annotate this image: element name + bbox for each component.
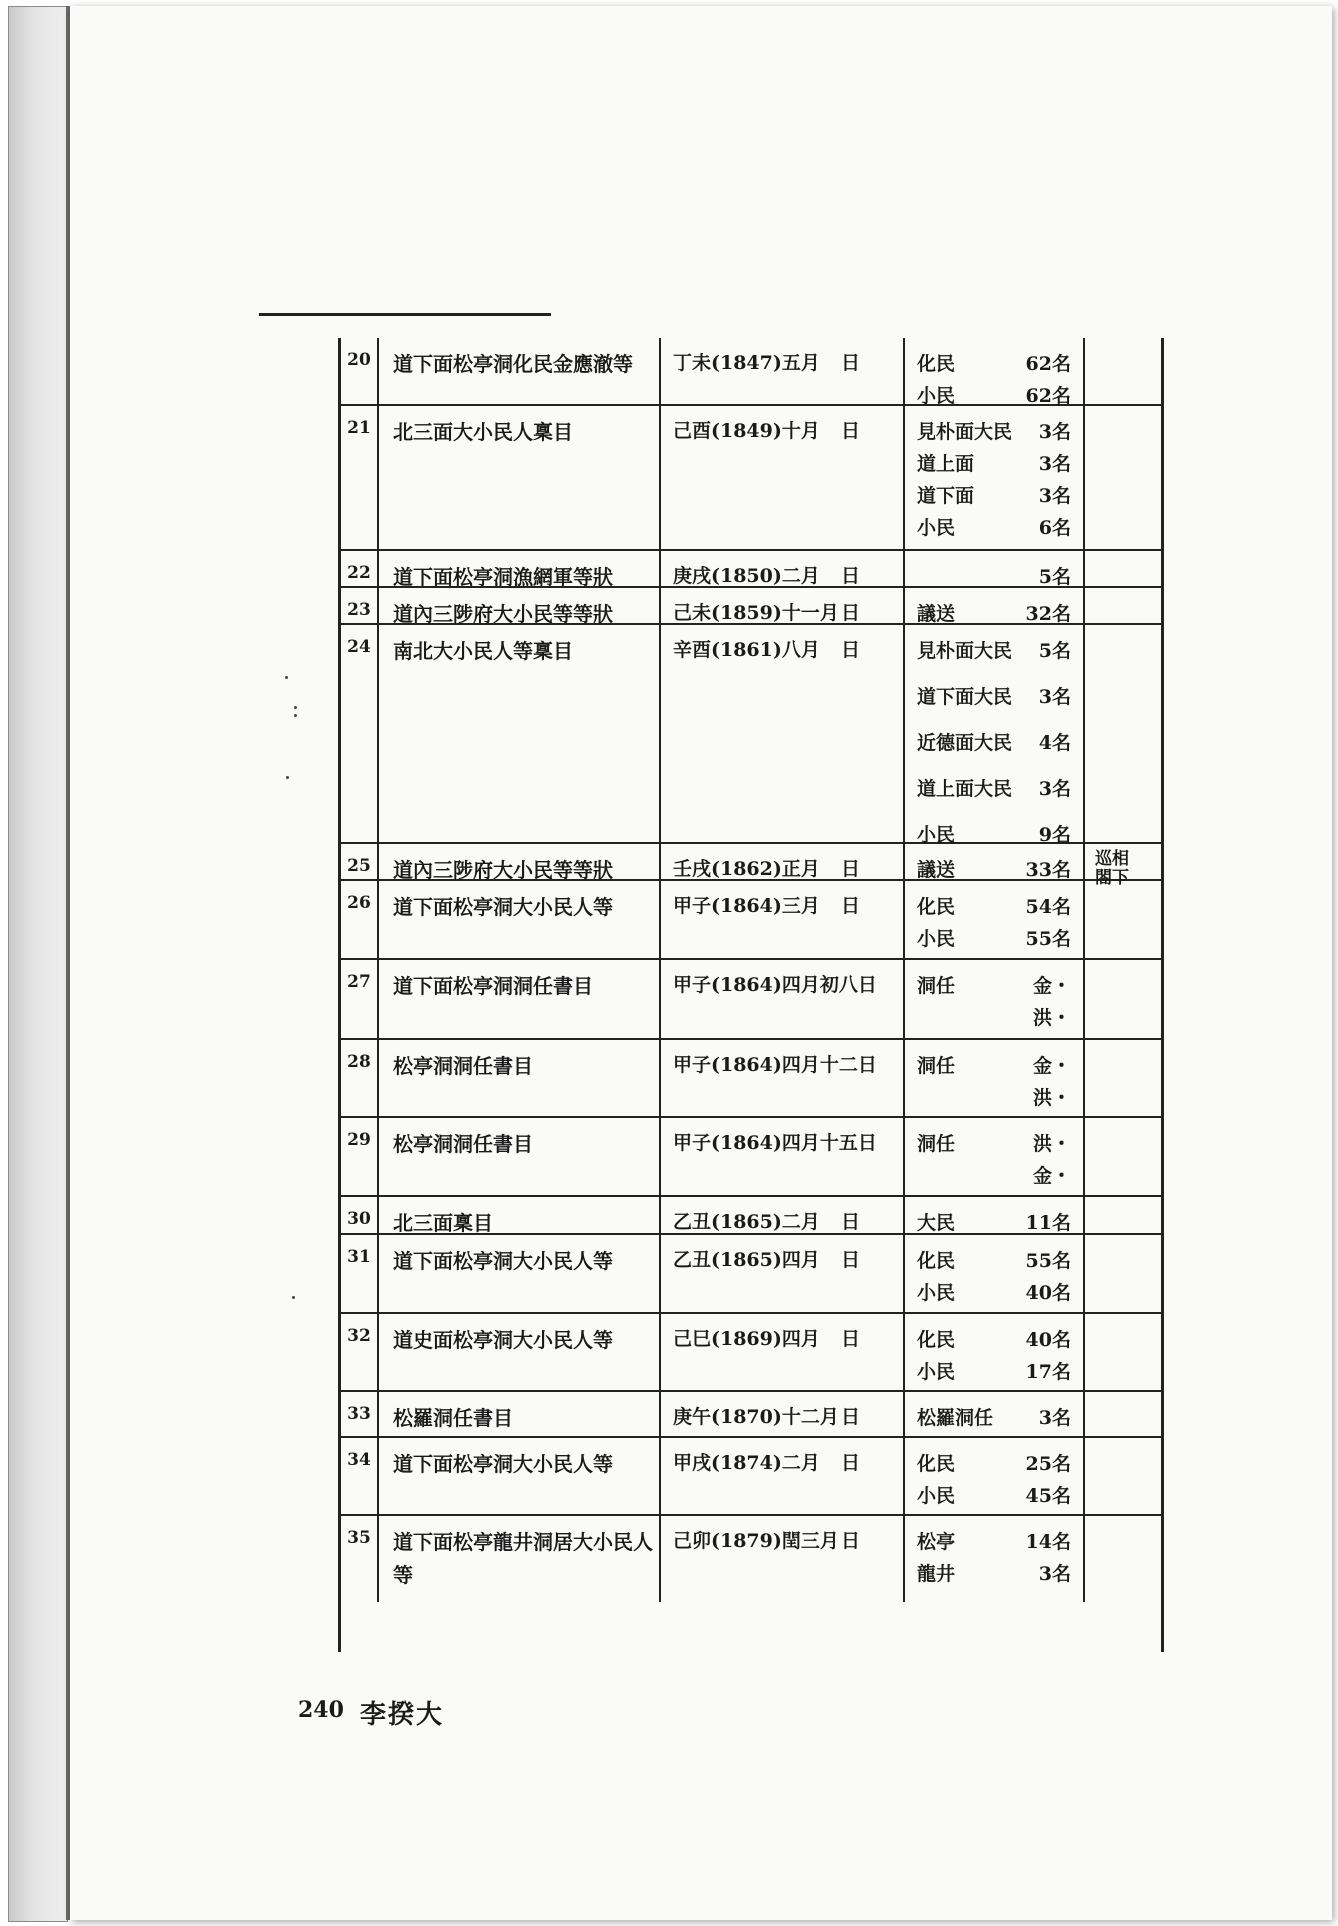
document-title: 松亭洞洞任書目 bbox=[379, 1040, 661, 1116]
row-number: 27 bbox=[341, 960, 379, 1038]
petitioner-label: 洞任 bbox=[917, 975, 956, 997]
date-day: 日 bbox=[841, 1452, 861, 1474]
row-number: 20 bbox=[341, 338, 379, 404]
document-title: 松亭洞洞任書目 bbox=[379, 1118, 661, 1195]
document-date bbox=[661, 625, 905, 842]
petitioner-count: 14名 bbox=[1025, 1531, 1071, 1553]
petitioner-count: 32名 bbox=[1025, 603, 1071, 625]
table-row bbox=[341, 551, 1161, 588]
document-table bbox=[338, 338, 1164, 1652]
petitioner-entry bbox=[917, 512, 1071, 544]
petitioners bbox=[905, 551, 1085, 586]
date-text: 庚午(1870)十二月 bbox=[673, 1406, 839, 1428]
petitioner-entry bbox=[917, 1245, 1071, 1277]
date-text: 庚戌(1850)二月 bbox=[673, 565, 820, 587]
document-date bbox=[661, 1235, 905, 1312]
document-title: 道下面松亭龍井洞居大小民人等 bbox=[379, 1516, 661, 1602]
date-day: 日 bbox=[841, 1530, 861, 1552]
author-name: 李揆大 bbox=[360, 1700, 445, 1730]
book-edge bbox=[8, 6, 68, 1922]
date-text: 乙丑(1865)二月 bbox=[673, 1211, 820, 1233]
header-rule bbox=[259, 313, 551, 316]
petitioner-label: 小民 bbox=[917, 824, 956, 846]
document-date bbox=[661, 406, 905, 549]
petitioners bbox=[905, 1516, 1085, 1602]
row-number: 26 bbox=[341, 881, 379, 958]
petitioner-entry bbox=[917, 1558, 1071, 1590]
date-text: 己未(1859)十一月 bbox=[673, 602, 839, 624]
petitioner-count: 5名 bbox=[1038, 566, 1071, 588]
document-title: 道內三陟府大小民等等狀 bbox=[379, 844, 661, 879]
table-row bbox=[341, 1438, 1161, 1516]
document-date bbox=[661, 844, 905, 879]
row-number: 33 bbox=[341, 1392, 379, 1436]
remark bbox=[1085, 1392, 1161, 1436]
remark bbox=[1085, 1314, 1161, 1390]
date-text: 己卯(1879)閏三月 bbox=[673, 1530, 839, 1552]
petitioner-entry bbox=[917, 970, 1071, 1002]
petitioner-count: 40名 bbox=[1025, 1329, 1071, 1351]
row-number: 21 bbox=[341, 406, 379, 549]
remark-line: 巡相 bbox=[1095, 849, 1129, 869]
remark bbox=[1085, 551, 1161, 586]
date-text: 己巳(1869)四月 bbox=[673, 1328, 820, 1350]
petitioners bbox=[905, 338, 1085, 407]
petitioner-label: 小民 bbox=[917, 1282, 956, 1304]
date-day: 日 bbox=[841, 602, 861, 624]
petitioner-label: 道上面 bbox=[917, 453, 975, 475]
row-number: 24 bbox=[341, 625, 379, 842]
table-row bbox=[341, 1392, 1161, 1438]
date-day: 日 bbox=[841, 895, 861, 917]
row-number: 29 bbox=[341, 1118, 379, 1195]
petitioner-count: 25名 bbox=[1025, 1453, 1071, 1475]
remark-line: 閤下 bbox=[1095, 868, 1129, 888]
petitioners bbox=[905, 625, 1085, 846]
document-title: 道下面松亭洞化民金應澈等 bbox=[379, 338, 661, 404]
petitioner-entry bbox=[917, 923, 1071, 955]
remark bbox=[1085, 588, 1161, 623]
petitioner-label: 洞任 bbox=[917, 1133, 956, 1155]
petitioner-label: 小民 bbox=[917, 1361, 956, 1383]
petitioners bbox=[905, 881, 1085, 958]
remark bbox=[1085, 1516, 1161, 1602]
petitioner-count: 54名 bbox=[1025, 896, 1071, 918]
petitioner-count: 3名 bbox=[1038, 778, 1071, 800]
document-title: 北三面稟目 bbox=[379, 1197, 661, 1233]
row-number: 25 bbox=[341, 844, 379, 879]
petitioner-count: 45名 bbox=[1025, 1485, 1071, 1507]
petitioner-entry bbox=[917, 1160, 1071, 1192]
petitioner-label: 化民 bbox=[917, 1453, 956, 1475]
petitioner-entry bbox=[917, 480, 1071, 512]
petitioner-count: 3名 bbox=[1038, 686, 1071, 708]
petitioners bbox=[905, 1314, 1085, 1390]
petitioner-label: 小民 bbox=[917, 1485, 956, 1507]
document-date bbox=[661, 338, 905, 404]
petitioner-count: 5名 bbox=[1038, 640, 1071, 662]
petitioner-label: 道上面大民 bbox=[917, 778, 1013, 800]
document-date bbox=[661, 1392, 905, 1436]
petitioner-count: 3名 bbox=[1038, 453, 1071, 475]
table-row bbox=[341, 1118, 1161, 1197]
date-text: 丁未(1847)五月 bbox=[673, 352, 820, 374]
date-text: 甲子(1864)四月十二日 bbox=[673, 1054, 877, 1076]
petitioner-count: 金・ bbox=[1032, 1055, 1071, 1077]
date-day: 日 bbox=[841, 1211, 861, 1233]
petitioner-entry bbox=[917, 891, 1071, 923]
document-title: 南北大小民人等稟目 bbox=[379, 625, 661, 842]
petitioner-label: 近德面大民 bbox=[917, 732, 1013, 754]
document-date bbox=[661, 551, 905, 586]
page-number: 240 bbox=[298, 1697, 344, 1723]
document-date bbox=[661, 1040, 905, 1116]
petitioner-count: 62名 bbox=[1025, 385, 1071, 407]
petitioner-label: 洞任 bbox=[917, 1055, 956, 1077]
date-day: 日 bbox=[841, 858, 861, 880]
document-date bbox=[661, 1438, 905, 1514]
document-date bbox=[661, 881, 905, 958]
petitioner-entry bbox=[917, 448, 1071, 480]
row-number: 28 bbox=[341, 1040, 379, 1116]
petitioners bbox=[905, 1392, 1085, 1436]
date-day: 日 bbox=[841, 1328, 861, 1350]
petitioner-entry bbox=[917, 1402, 1071, 1434]
row-number: 34 bbox=[341, 1438, 379, 1514]
petitioners bbox=[905, 1438, 1085, 1514]
date-text: 甲子(1864)三月 bbox=[673, 895, 820, 917]
document-date bbox=[661, 588, 905, 623]
petitioner-count: 3名 bbox=[1038, 421, 1071, 443]
petitioner-label: 議送 bbox=[917, 603, 956, 625]
petitioners bbox=[905, 1040, 1085, 1116]
petitioner-label: 見朴面大民 bbox=[917, 421, 1013, 443]
document-date bbox=[661, 960, 905, 1038]
petitioner-count: 3名 bbox=[1038, 1407, 1071, 1429]
date-text: 壬戌(1862)正月 bbox=[673, 858, 820, 880]
row-number: 22 bbox=[341, 551, 379, 586]
page-speck bbox=[294, 706, 297, 709]
table-row bbox=[341, 588, 1161, 625]
document-date bbox=[661, 1516, 905, 1602]
petitioner-entry bbox=[917, 1448, 1071, 1480]
document-title: 松羅洞任書目 bbox=[379, 1392, 661, 1436]
petitioner-label: 龍井 bbox=[917, 1563, 956, 1585]
petitioner-label: 松羅洞任 bbox=[917, 1407, 994, 1429]
remark bbox=[1085, 960, 1161, 1038]
document-title: 道內三陟府大小民等等狀 bbox=[379, 588, 661, 623]
date-day: 日 bbox=[841, 352, 861, 374]
petitioner-count: 62名 bbox=[1025, 353, 1071, 375]
petitioner-label: 議送 bbox=[917, 859, 956, 881]
petitioner-entry bbox=[917, 416, 1071, 448]
row-number: 35 bbox=[341, 1516, 379, 1602]
remark bbox=[1085, 406, 1161, 549]
petitioner-entry bbox=[917, 1526, 1071, 1558]
petitioner-entry bbox=[917, 681, 1071, 727]
petitioner-entry bbox=[917, 1324, 1071, 1356]
document-date bbox=[661, 1118, 905, 1195]
petitioner-count: 3名 bbox=[1038, 1563, 1071, 1585]
petitioner-entry bbox=[917, 1356, 1071, 1388]
petitioner-label: 小民 bbox=[917, 517, 956, 539]
petitioner-entry bbox=[917, 348, 1071, 380]
petitioner-count: 40名 bbox=[1025, 1282, 1071, 1304]
row-number: 31 bbox=[341, 1235, 379, 1312]
remark bbox=[1085, 1438, 1161, 1514]
petitioners bbox=[905, 844, 1085, 879]
document-title: 道史面松亭洞大小民人等 bbox=[379, 1314, 661, 1390]
petitioner-label: 道下面大民 bbox=[917, 686, 1013, 708]
table-row bbox=[341, 960, 1161, 1040]
table-row bbox=[341, 881, 1161, 960]
remark bbox=[1085, 1040, 1161, 1116]
petitioner-count: 11名 bbox=[1025, 1212, 1071, 1234]
document-date bbox=[661, 1197, 905, 1233]
petitioners bbox=[905, 1197, 1085, 1233]
date-text: 甲戌(1874)二月 bbox=[673, 1452, 820, 1474]
document-title: 道下面松亭洞洞任書目 bbox=[379, 960, 661, 1038]
petitioner-count: 33名 bbox=[1025, 859, 1071, 881]
petitioner-count: 洪・ bbox=[1032, 1133, 1071, 1155]
petitioner-label: 大民 bbox=[917, 1212, 956, 1234]
row-number: 30 bbox=[341, 1197, 379, 1233]
petitioner-label: 化民 bbox=[917, 896, 956, 918]
date-text: 甲子(1864)四月十五日 bbox=[673, 1132, 877, 1154]
petitioner-entry bbox=[917, 1128, 1071, 1160]
petitioner-count: 金・ bbox=[1032, 1165, 1071, 1187]
document-title: 道下面松亭洞漁網軍等狀 bbox=[379, 551, 661, 586]
document-title: 道下面松亭洞大小民人等 bbox=[379, 881, 661, 958]
petitioner-entry bbox=[917, 635, 1071, 681]
page-speck bbox=[286, 776, 289, 779]
table-row bbox=[341, 406, 1161, 551]
table-row bbox=[341, 1040, 1161, 1118]
petitioner-count: 55名 bbox=[1025, 928, 1071, 950]
row-number: 23 bbox=[341, 588, 379, 623]
remark bbox=[1085, 1235, 1161, 1312]
table-row bbox=[341, 1235, 1161, 1314]
date-day: 日 bbox=[841, 420, 861, 442]
petitioner-entry bbox=[917, 773, 1071, 819]
petitioner-label: 見朴面大民 bbox=[917, 640, 1013, 662]
remark bbox=[1085, 625, 1161, 842]
document-date bbox=[661, 1314, 905, 1390]
date-text: 甲子(1864)四月初八日 bbox=[673, 974, 877, 996]
remark bbox=[1085, 1118, 1161, 1195]
petitioner-count: 9名 bbox=[1038, 824, 1071, 846]
remark bbox=[1085, 338, 1161, 404]
remark bbox=[1085, 1197, 1161, 1233]
petitioner-count: 3名 bbox=[1038, 485, 1071, 507]
date-day: 日 bbox=[841, 639, 861, 661]
petitioners bbox=[905, 1235, 1085, 1312]
table-row bbox=[341, 1516, 1161, 1602]
page-speck bbox=[292, 1296, 295, 1299]
petitioner-label: 化民 bbox=[917, 1329, 956, 1351]
table-row bbox=[341, 338, 1161, 406]
date-day: 日 bbox=[841, 565, 861, 587]
petitioner-entry bbox=[917, 1002, 1071, 1034]
petitioner-label: 小民 bbox=[917, 385, 956, 407]
petitioner-label: 化民 bbox=[917, 1250, 956, 1272]
petitioner-count: 17名 bbox=[1025, 1361, 1071, 1383]
petitioner-count: 4名 bbox=[1038, 732, 1071, 754]
petitioner-count: 金・ bbox=[1032, 975, 1071, 997]
petitioners bbox=[905, 406, 1085, 549]
date-day: 日 bbox=[841, 1249, 861, 1271]
petitioner-entry bbox=[917, 1050, 1071, 1082]
date-text: 己酉(1849)十月 bbox=[673, 420, 820, 442]
petitioners bbox=[905, 588, 1085, 623]
row-number: 32 bbox=[341, 1314, 379, 1390]
petitioner-count: 洪・ bbox=[1032, 1007, 1071, 1029]
petitioner-entry bbox=[917, 1082, 1071, 1114]
date-day: 日 bbox=[841, 1406, 861, 1428]
petitioners bbox=[905, 960, 1085, 1038]
petitioner-label: 小民 bbox=[917, 928, 956, 950]
table-row bbox=[341, 1197, 1161, 1235]
petitioner-entry bbox=[917, 1277, 1071, 1309]
petitioners bbox=[905, 1118, 1085, 1195]
remark bbox=[1085, 844, 1161, 888]
table-row bbox=[341, 844, 1161, 888]
remark bbox=[1085, 881, 1161, 958]
document-title: 北三面大小民人稟目 bbox=[379, 406, 661, 549]
page-speck bbox=[294, 714, 297, 717]
petitioner-count: 洪・ bbox=[1032, 1087, 1071, 1109]
petitioner-label: 化民 bbox=[917, 353, 956, 375]
document-title: 道下面松亭洞大小民人等 bbox=[379, 1235, 661, 1312]
petitioner-label: 道下面 bbox=[917, 485, 975, 507]
date-text: 辛酉(1861)八月 bbox=[673, 639, 820, 661]
petitioner-entry bbox=[917, 727, 1071, 773]
table-row bbox=[341, 625, 1161, 844]
petitioner-count: 55名 bbox=[1025, 1250, 1071, 1272]
document-title: 道下面松亭洞大小民人等 bbox=[379, 1438, 661, 1514]
page-speck bbox=[285, 676, 288, 679]
date-text: 乙丑(1865)四月 bbox=[673, 1249, 820, 1271]
petitioner-label: 松亭 bbox=[917, 1531, 956, 1553]
table-row bbox=[341, 1314, 1161, 1392]
petitioner-count: 6名 bbox=[1038, 517, 1071, 539]
petitioner-entry bbox=[917, 1480, 1071, 1512]
